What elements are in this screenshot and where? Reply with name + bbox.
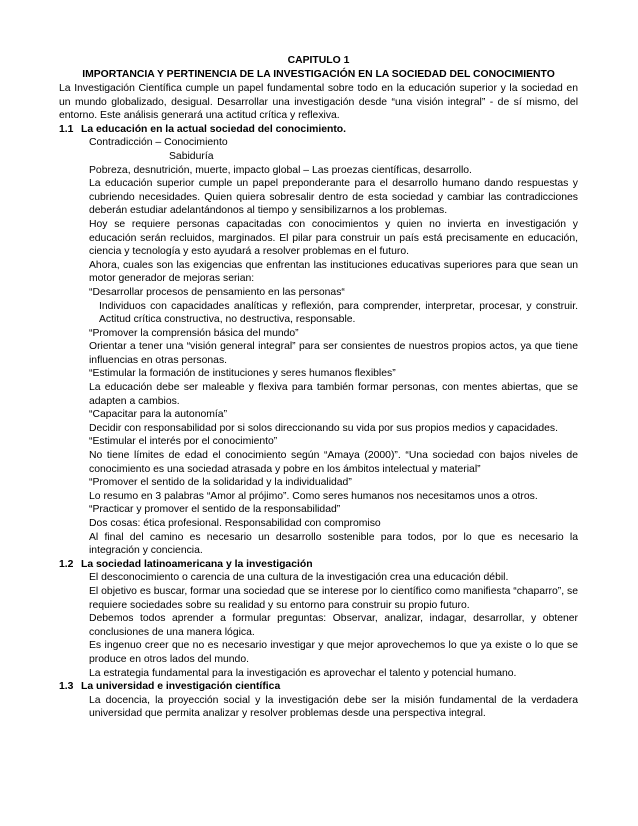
requirement-heading: “Promover la comprensión básica del mundo” [89,327,299,339]
paragraph: Es ingenuo creer que no es necesario investigar y que mejor aprovechemos lo que ya existe o lo que se produce en otros lados del mundo. [89,640,578,665]
section-number: 1.3 [59,681,74,693]
section-number: 1.2 [59,558,74,570]
requirement-text: La educación debe ser maleable y flexiva para también formar personas, con mentes abiertas, que se adapten a cambios. [89,382,578,407]
section-heading-1-2 [59,558,578,572]
requirement-heading: “Estimular el interés por el conocimiento” [89,436,278,448]
paragraph: El desconocimiento o carencia de una cultura de la investigación crea una educación débil. [89,572,509,584]
requirement-heading: “Promover el sentido de la solidaridad y la individualidad” [89,477,352,489]
section-number: 1.1 [59,123,74,135]
requirement-heading: “Estimular la formación de instituciones y seres humanos flexibles” [89,368,396,380]
intro-paragraph: La Investigación Científica cumple un papel fundamental sobre todo en la educación superior y la sociedad en un mundo globalizado, desigual. Desarrollar una investigación desde “una visión integral” - de sí mismo, del entorno. Este análisis generará una actitud crítica y reflexiva. [59,83,578,122]
requirement-text: Decidir con responsabilidad por si solos direccionando su vida por sus propios medios y capacidades. [89,422,558,434]
chapter-label: CAPITULO 1 [287,55,350,66]
paragraph: Hoy se requiere personas capacitadas con conocimientos y quien no invierta en investigación y educación serán recluidos, marginados. El pilar para construir un país está precisamente en educación, ciencia y tecnología y esto ayudará a resolver problemas en el futuro. [89,218,578,258]
wisdom-line: Sabiduría [169,150,214,162]
paragraph: Debemos todos aprender a formular preguntas: Observar, analizar, indagar, desarrollar, y obtener conclusiones de una manera lógica. [89,613,578,638]
title-block [59,54,578,82]
requirement-text: Dos cosas: ética profesional. Responsabilidad con compromiso [89,518,381,529]
paragraph: La estrategia fundamental para la investigación es aprovechar el talento y potencial humano. [89,667,517,679]
paragraph: Ahora, cuales son las exigencias que enfrentan las instituciones educativas superiores para que sean un motor generador de mejoras serian: [89,259,578,285]
requirement-heading: “Desarrollar procesos de pensamiento en las personas“ [89,286,345,298]
paragraph: La docencia, la proyección social y la investigación debe ser la misión fundamental de la verdadera universidad que permita analizar y resolver problemas desde una perspectiva integral. [89,694,578,720]
requirement-text: No tiene límites de edad el conocimiento según “Amaya (2000)”. “Una sociedad con bajos niveles de conocimiento es una sociedad atrasada y pobre en los ámbitos intelectual y material” [89,450,578,475]
poverty-line: Pobreza, desnutrición, muerte, impacto global – Las proezas científicas, desarrollo. [89,164,472,176]
requirement-heading: “Practicar y promover el sentido de la responsabilidad” [89,504,341,516]
requirement-heading: “Capacitar para la autonomía” [89,409,228,421]
paragraph: Al final del camino es necesario un desarrollo sostenible para todos, por lo que es necesario la integración y conciencia. [89,531,578,557]
section-heading-1-3 [59,680,578,694]
requirement-text: Orientar a tener una “visión general integral” para ser consientes de nuestros propios actos, ya que tiene influencias en otras personas. [89,341,578,366]
section-title: La educación en la actual sociedad del conocimiento. [81,123,347,135]
paragraph: El objetivo es buscar, formar una sociedad que se interese por lo científico como manifiesta “chaparro”, se requiere sociedades sobre su realidad y su entorno para construir su propio futuro. [89,585,578,611]
requirement-text: Individuos con capacidades analíticas y reflexión, para comprender, interpretar, procesar, y construir. Actitud crítica constructiva, no destructiva, responsable. [99,300,578,326]
requirement-text: Lo resumo en 3 palabras “Amor al prójimo”. Como seres humanos nos necesitamos unos a otros. [89,490,538,502]
paragraph: La educación superior cumple un papel preponderante para el desarrollo humano dando respuestas y cubriendo necesidades. Quien quiera sobresalir dentro de esta sociedad y cambiar las contradicciones deberán estudiar adelantándonos al tiempo y sensibilizarnos a los problemas. [89,178,578,217]
contradiction-line: Contradicción – Conocimiento [89,137,228,149]
chapter-title: IMPORTANCIA Y PERTINENCIA DE LA INVESTIGACIÓN EN LA SOCIEDAD DEL CONOCIMIENTO [82,69,555,80]
section-title: La sociedad latinoamericana y la investigación [81,558,313,570]
section-heading-1-1 [59,123,578,137]
section-title: La universidad e investigación científica [81,681,281,693]
